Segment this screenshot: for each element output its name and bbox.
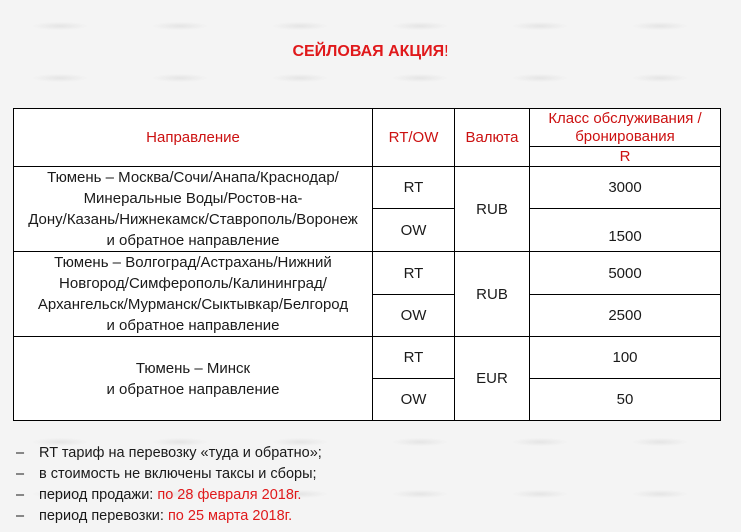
direction-line: и обратное направление (106, 232, 280, 249)
header-currency: Валюта (455, 109, 530, 167)
note-text: период перевозки: (39, 508, 168, 524)
route-direction (14, 252, 373, 337)
dash-bullet: – (16, 466, 25, 482)
fare-type: OW (373, 209, 455, 252)
fare-type: RT (373, 167, 455, 209)
fare-type: RT (373, 252, 455, 295)
fare-price: 1500 (530, 209, 721, 252)
table-row (14, 167, 721, 209)
note-text: RT тариф на перевозку «туда и обратно»; (39, 445, 322, 461)
table-row (14, 252, 721, 295)
list-item (16, 506, 322, 527)
list-item (16, 443, 322, 464)
page-title (0, 43, 741, 61)
title-exclamation: ! (444, 43, 449, 60)
fare-price: 2500 (530, 295, 721, 337)
header-service-class: Класс обслуживания / бронирования (530, 109, 721, 147)
fare-type: OW (373, 295, 455, 337)
list-item (16, 464, 322, 485)
route-direction (14, 167, 373, 252)
fare-type: RT (373, 337, 455, 379)
route-direction (14, 337, 373, 421)
route-currency: RUB (455, 252, 530, 337)
direction-line: Дону/Казань/Нижнекамск/Ставрополь/Воронеж (28, 211, 358, 228)
direction-line: Тюмень – Волгоград/Астрахань/Нижний (54, 254, 332, 271)
title-text: СЕЙЛОВАЯ АКЦИЯ (292, 43, 445, 60)
dash-bullet: – (16, 487, 25, 503)
direction-line: Минеральные Воды/Ростов-на- (83, 190, 303, 207)
fare-price: 100 (530, 337, 721, 379)
note-text: в стоимость не включены таксы и сборы; (39, 466, 317, 482)
route-currency: EUR (455, 337, 530, 421)
fare-price: 50 (530, 379, 721, 421)
sale-period-date: по 28 февраля 2018г. (157, 487, 302, 503)
route-currency: RUB (455, 167, 530, 252)
direction-line: Новгород/Симферополь/Калининград/ (59, 275, 327, 292)
fare-type: OW (373, 379, 455, 421)
dash-bullet: – (16, 445, 25, 461)
direction-line: Архангельск/Мурманск/Сыктывкар/Белгород (37, 296, 349, 313)
header-booking-code: R (530, 147, 721, 167)
list-item (16, 485, 322, 506)
direction-line: Тюмень – Москва/Сочи/Анапа/Краснодар/ (47, 169, 339, 186)
direction-line: Тюмень – Минск (135, 359, 251, 377)
travel-period-date: по 25 марта 2018г. (167, 508, 293, 524)
header-direction: Направление (14, 109, 373, 167)
header-row (14, 109, 721, 147)
fare-price: 5000 (530, 252, 721, 295)
dash-bullet: – (16, 508, 25, 524)
direction-line: и обратное направление (106, 317, 280, 334)
table-row (14, 337, 721, 379)
fare-price: 3000 (530, 167, 721, 209)
notes-list (16, 443, 322, 527)
note-text: период продажи: (39, 487, 158, 503)
direction-line: и обратное направление (106, 380, 280, 398)
header-rt-ow: RT/OW (373, 109, 455, 167)
fares-table (13, 108, 721, 421)
